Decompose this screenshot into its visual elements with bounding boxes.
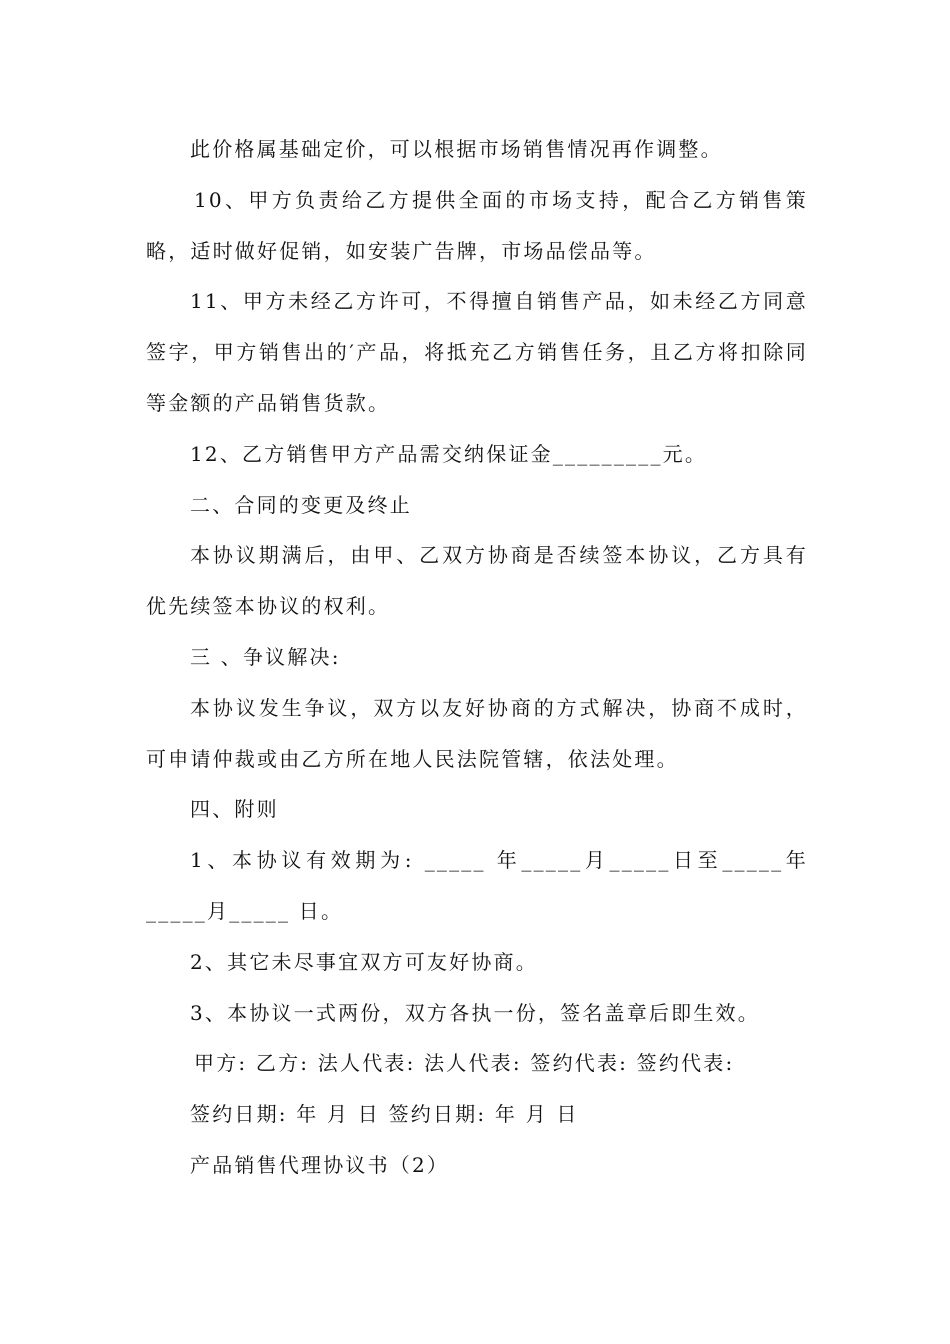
document-body (146, 124, 808, 1191)
paragraph-copies: 3、本协议一式两份，双方各执一份，签名盖章后即生效。 (190, 1000, 760, 1025)
paragraph-term: 1、本协议有效期为: _____ 年_____月_____日至_____年_____月_____ 日。 (146, 848, 808, 923)
paragraph-pricing-note: 此价格属基础定价，可以根据市场销售情况再作调整。 (190, 137, 723, 161)
next-document-title: 产品销售代理协议书（2） (190, 1152, 450, 1177)
signature-dates: 签约日期: 年 月 日 签约日期: 年 月 日 (190, 1102, 579, 1127)
paragraph-clause-11: 11、甲方未经乙方许可，不得擅自销售产品，如未经乙方同意签字，甲方销售出的′产品，将抵充乙方销售任务，且乙方将扣除同等金额的产品销售货款。 (146, 289, 808, 415)
paragraph-clause-12: 12、乙方销售甲方产品需交纳保证金_________元。 (190, 441, 708, 466)
signature-parties: 甲方: 乙方: 法人代表: 法人代表: 签约代表: 签约代表: (194, 1051, 735, 1076)
paragraph-clause-10: 10、甲方负责给乙方提供全面的市场支持，配合乙方销售策略，适时做好促销，如安装广告牌，市场品偿品等。 (146, 187, 808, 263)
paragraph-dispute: 本协议发生争议，双方以友好协商的方式解决，协商不成时，可申请仲裁或由乙方所在地人民法院管辖，依法处理。 (146, 695, 808, 771)
section-heading-4: 四、附则 (190, 797, 279, 822)
section-heading-2: 二、合同的变更及终止 (190, 492, 412, 517)
paragraph-renewal: 本协议期满后，由甲、乙双方协商是否续签本协议，乙方具有优先续签本协议的权利。 (146, 543, 808, 619)
paragraph-other-matters: 2、其它未尽事宜双方可友好协商。 (190, 949, 538, 974)
section-heading-3: 三 、争议解决: (190, 644, 341, 669)
